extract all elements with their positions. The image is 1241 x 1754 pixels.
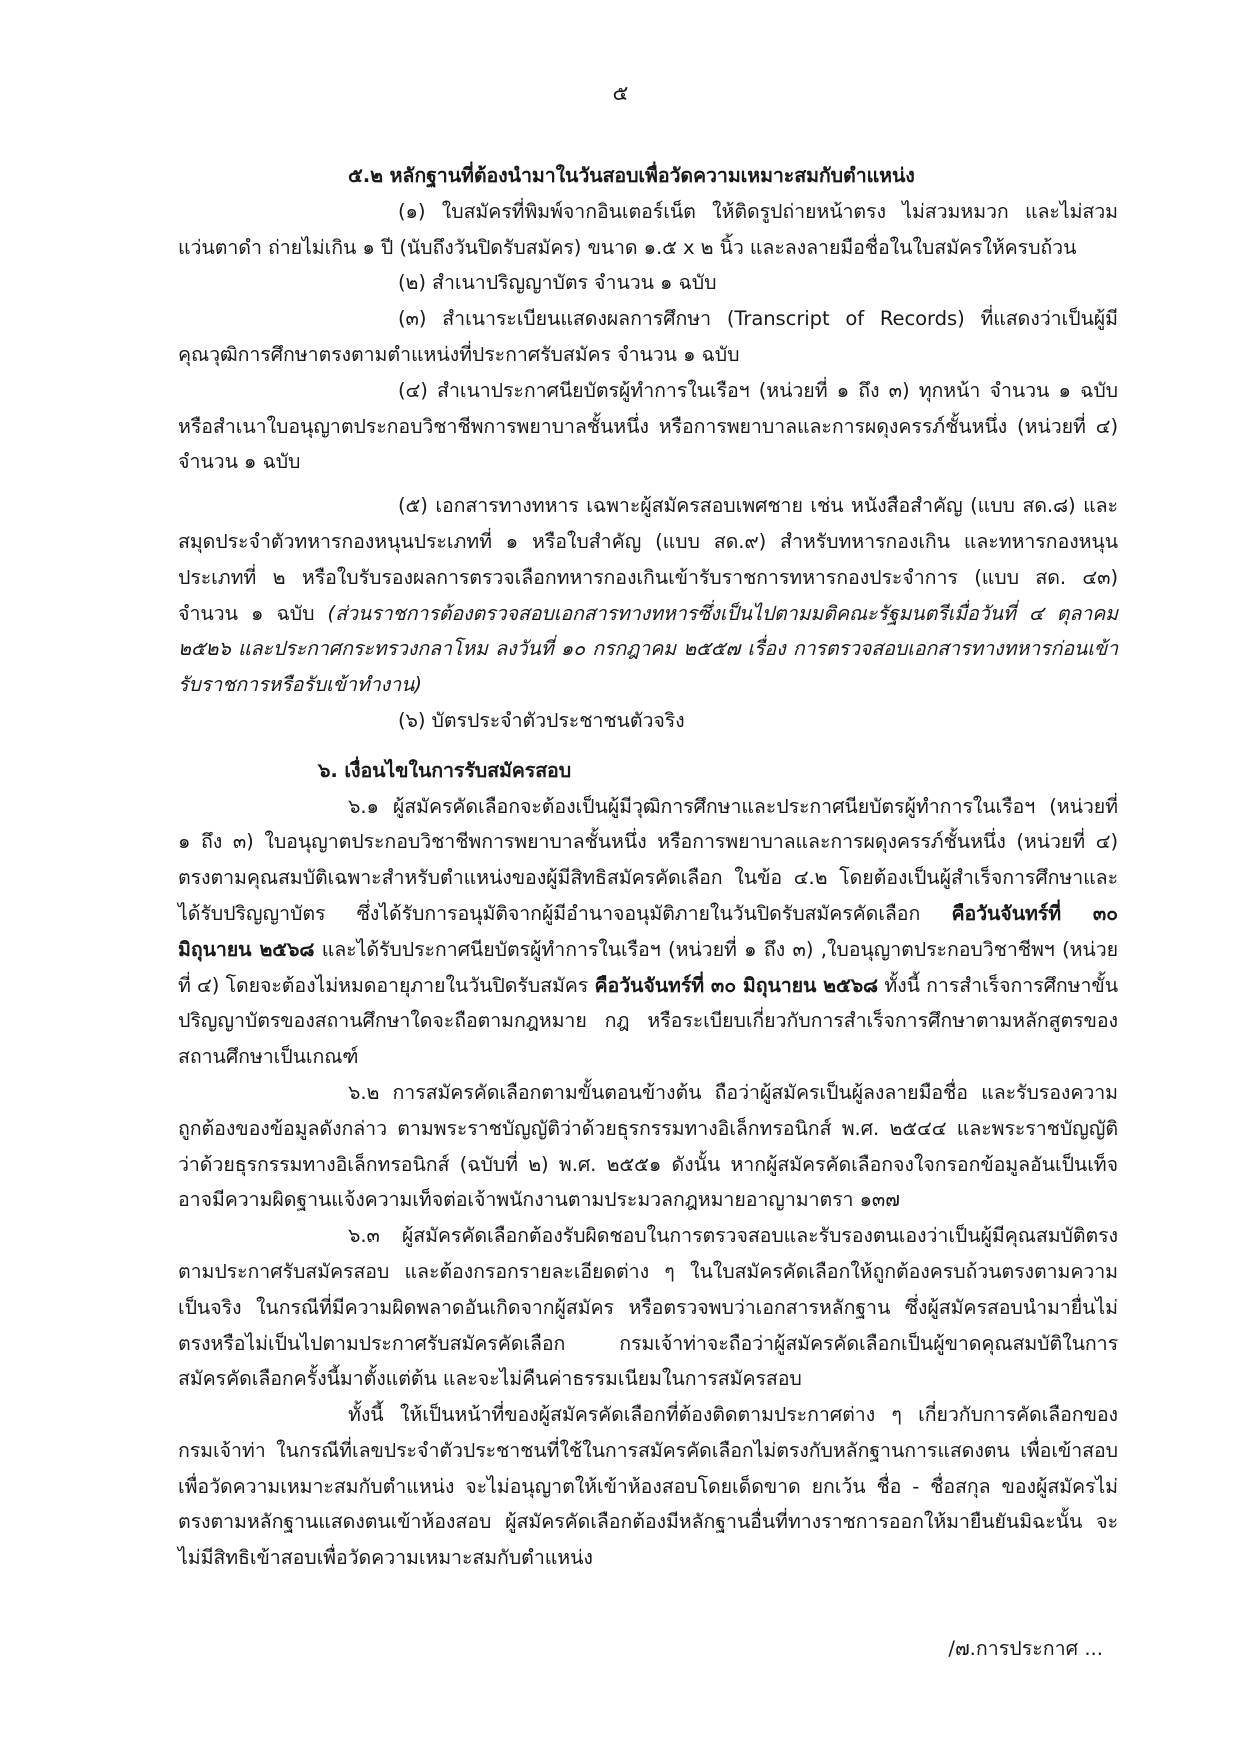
page-number: ๕ (612, 81, 629, 105)
document-body (178, 158, 1118, 1576)
section-5-2-heading: ๕.๒ หลักฐานที่ต้องนำมาในวันสอบเพื่อวัดความเหมาะสมกับตำแหน่ง (348, 164, 915, 187)
section-5-2-item-4: (๔) สำเนาประกาศนียบัตรผู้ทำการในเรือฯ (หน่วยที่ ๑ ถึง ๓) ทุกหน้า จำนวน ๑ ฉบับ หรือสำเนาใบอนุญาตประกอบวิชาชีพการพยาบาลชั้นหนึ่ง หรือการพยาบาลและการผดุงครรภ์ชั้นหนึ่ง (หน่วยที่ ๔) จำนวน ๑ ฉบับ (178, 378, 1118, 474)
section-5-2-item-1: (๑) ใบสมัครที่พิมพ์จากอินเตอร์เน็ต ให้ติดรูปถ่ายหน้าตรง ไม่สวมหมวก และไม่สวมแว่นตาดำ ถ่ายไม่เกิน ๑ ปี (นับถึงวันปิดรับสมัคร) ขนาด ๑.๕ x ๒ นิ้ว และลงลายมือชื่อในใบสมัครให้ครบถ้วน (178, 199, 1118, 259)
section-6-2-paragraph: ๖.๒ การสมัครคัดเลือกตามขั้นตอนข้างต้น ถือว่าผู้สมัครเป็นผู้ลงลายมือชื่อ และรับรองความถูกต้องของข้อมูลดังกล่าว ตามพระราชบัญญัติว่าด้วยธุรกรรมทางอิเล็กทรอนิกส์ พ.ศ. ๒๕๔๔ และพระราชบัญญัติว่าด้วยธุรกรรมทางอิเล็กทรอนิกส์ (ฉบับที่ ๒) พ.ศ. ๒๕๕๑ ดังนั้น หากผู้สมัครคัดเลือกจงใจกรอกข้อมูลอันเป็นเท็จอาจมีความผิดฐานแจ้งความเท็จต่อเจ้าพนักงานตามประมวลกฎหมายอาญามาตรา ๑๓๗ (178, 1080, 1118, 1212)
item-5-italic-note: (ส่วนราชการต้องตรวจสอบเอกสารทางทหารซึ่งเป็นไปตามมติคณะรัฐมนตรีเมื่อวันที่ ๔ ตุลาคม ๒๕๒๖ และประกาศกระทรวงกลาโหม ลงวันที่ ๑๐ กรกฎาคม ๒๕๕๗ เรื่อง การตรวจสอบเอกสารทางทหารก่อนเข้ารับราชการหรือรับเข้าทำงาน) (178, 601, 1118, 697)
spacer (178, 739, 1118, 753)
p61-text-c: และได้รับประกาศนียบัตรผู้ทำการในเรือฯ (หน่วยที่ ๑ ถึง ๓) ,ใบอนุญาตประกอบวิชาชีพฯ (หน่วยที่ ๔) โดยจะต้องไม่หมดอายุภายในวันปิดรับสมัคร (178, 937, 1118, 997)
p61-text-a: ๖.๑ ผู้สมัครคัดเลือกจะต้องเป็นผู้มีวุฒิการศึกษาและประกาศนียบัตรผู้ทำการในเรือฯ (หน่วยที่ ๑ ถึง ๓) ใบอนุญาตประกอบวิชาชีพการพยาบาลชั้นหนึ่ง หรือการพยาบาลและการผดุงครรภ์ชั้นหนึ่ง (หน่วยที่ ๔) ตรงตามคุณสมบัติเฉพาะสำหรับตำแหน่งของผู้มีสิทธิสมัครคัดเลือก ในข้อ ๔.๒ โดยต้องเป็นผู้สำเร็จการศึกษาและได้รับปริญญาบัตร ซึ่งได้รับการอนุมัติจากผู้มีอำนาจอนุมัติภายในวันปิดรับสมัครคัดเลือก (178, 794, 1118, 925)
next-page-reference: /๗.การประกาศ ... (948, 1637, 1103, 1660)
p61-text-e: ทั้งนี้ การสำเร็จการศึกษาขั้นปริญญาบัตรของสถานศึกษาใดจะถือตามกฎหมาย กฎ หรือระเบียบเกี่ยวกับการสำเร็จการศึกษาตามหลักสูตรของสถานศึกษาเป็นเกณฑ์ (178, 973, 1118, 1069)
p61-deadline-2: คือวันจันทร์ที่ ๓๐ มิถุนายน ๒๕๖๘ (594, 973, 879, 997)
p61-deadline-1: คือวันจันทร์ที่ ๓๐ มิถุนายน ๒๕๖๘ (178, 901, 1118, 961)
section-6-note-paragraph: ทั้งนี้ ให้เป็นหน้าที่ของผู้สมัครคัดเลือกที่ต้องติดตามประกาศต่าง ๆ เกี่ยวกับการคัดเลือกของกรมเจ้าท่า ในกรณีที่เลขประจำตัวประชาชนที่ใช้ในการสมัครคัดเลือกไม่ตรงกับหลักฐานการแสดงตน เพื่อเข้าสอบเพื่อวัดความเหมาะสมกับตำแหน่ง จะไม่อนุญาตให้เข้าห้องสอบโดยเด็ดขาด ยกเว้น ชื่อ - ชื่อสกุล ของผู้สมัครไม่ตรงตามหลักฐานแสดงตนเข้าห้องสอบ ผู้สมัครคัดเลือกต้องมีหลักฐานอื่นที่ทางราชการออกให้มายืนยันมิฉะนั้น จะไม่มีสิทธิเข้าสอบเพื่อวัดความเหมาะสมกับตำแหน่ง (178, 1403, 1118, 1570)
section-6-3-paragraph: ๖.๓ ผู้สมัครคัดเลือกต้องรับผิดชอบในการตรวจสอบและรับรองตนเองว่าเป็นผู้มีคุณสมบัติตรงตามประกาศรับสมัครสอบ และต้องกรอกรายละเอียดต่าง ๆ ในใบสมัครคัดเลือกให้ถูกต้องครบถ้วนตรงตามความเป็นจริง ในกรณีที่มีความผิดพลาดอันเกิดจากผู้สมัคร หรือตรวจพบว่าเอกสารหลักฐาน ซึ่งผู้สมัครสอบนำมายื่นไม่ตรงหรือไม่เป็นไปตามประกาศรับสมัครคัดเลือก กรมเจ้าท่าจะถือว่าผู้สมัครคัดเลือกเป็นผู้ขาดคุณสมบัติในการสมัครคัดเลือกครั้งนี้มาตั้งแต่ต้น และจะไม่คืนค่าธรรมเนียมในการสมัครสอบ (178, 1224, 1118, 1391)
section-5-2-item-2: (๒) สำเนาปริญญาบัตร จำนวน ๑ ฉบับ (398, 271, 717, 295)
section-6-1-paragraph (178, 789, 1118, 1075)
section-6-heading: ๖. เงื่อนไขในการรับสมัครสอบ (318, 758, 572, 782)
section-5-2-item-5 (178, 488, 1118, 703)
item-5-text: (๕) เอกสารทางทหาร เฉพาะผู้สมัครสอบเพศชาย เช่น หนังสือสำคัญ (แบบ สด.๘) และสมุดประจำตัวทหารกองหนุนประเภทที่ ๑ หรือใบสำคัญ (แบบ สด.๙) สำหรับทหารกองเกิน และทหารกองหนุนประเภทที่ ๒ หรือใบรับรองผลการตรวจเลือกทหารกองเกินเข้ารับราชการทหารกองประจำการ (แบบ สด. ๔๓) จำนวน ๑ ฉบับ (178, 494, 1118, 625)
spacer (178, 480, 1118, 488)
section-5-2-item-3: (๓) สำเนาระเบียนแสดงผลการศึกษา (Transcript of Records) ที่แสดงว่าเป็นผู้มีคุณวุฒิการศึกษาตรงตามตำแหน่งที่ประกาศรับสมัคร จำนวน ๑ ฉบับ (178, 307, 1118, 366)
section-5-2-item-6: (๖) บัตรประจำตัวประชาชนตัวจริง (398, 708, 685, 732)
